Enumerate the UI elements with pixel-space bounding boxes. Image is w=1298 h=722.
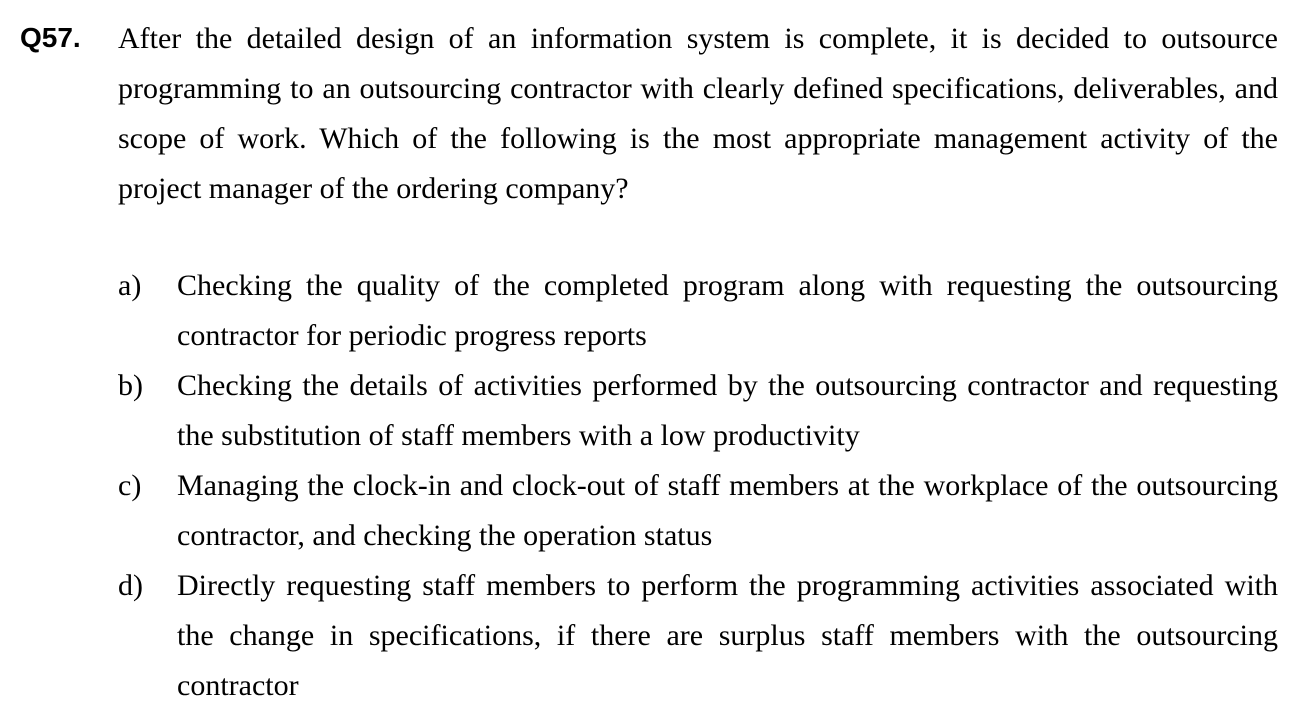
option-text: Checking the details of activities performed by the outsourcing contractor and requesting the substitution of staff members with a low productivity [177,369,1278,452]
option-text: Checking the quality of the completed program along with requesting the outsourcing contractor for periodic progress reports [177,269,1278,352]
option-d[interactable] [118,561,1278,711]
option-b[interactable] [118,361,1278,461]
answer-options [118,261,1278,711]
question-text: After the detailed design of an information system is complete, it is decided to outsource programming to an outsourcing contractor with clearly defined specifications, deliverables, and scope of work. Which of the following is the most appropriate management activity of the project manager of the ordering company? [118,22,1278,205]
question-number: Q57. [20,22,81,53]
option-a[interactable] [118,261,1278,361]
option-text: Managing the clock-in and clock-out of staff members at the workplace of the outsourcing contractor, and checking the operation status [177,469,1278,552]
option-c[interactable] [118,461,1278,561]
option-label: d) [118,569,143,602]
option-label: a) [118,269,142,302]
option-label: c) [118,469,142,502]
question-block [20,14,1278,214]
option-text: Directly requesting staff members to perform the programming activities associated with the change in specifications, if there are surplus staff members with the outsourcing contractor [177,569,1278,702]
option-label: b) [118,369,143,402]
